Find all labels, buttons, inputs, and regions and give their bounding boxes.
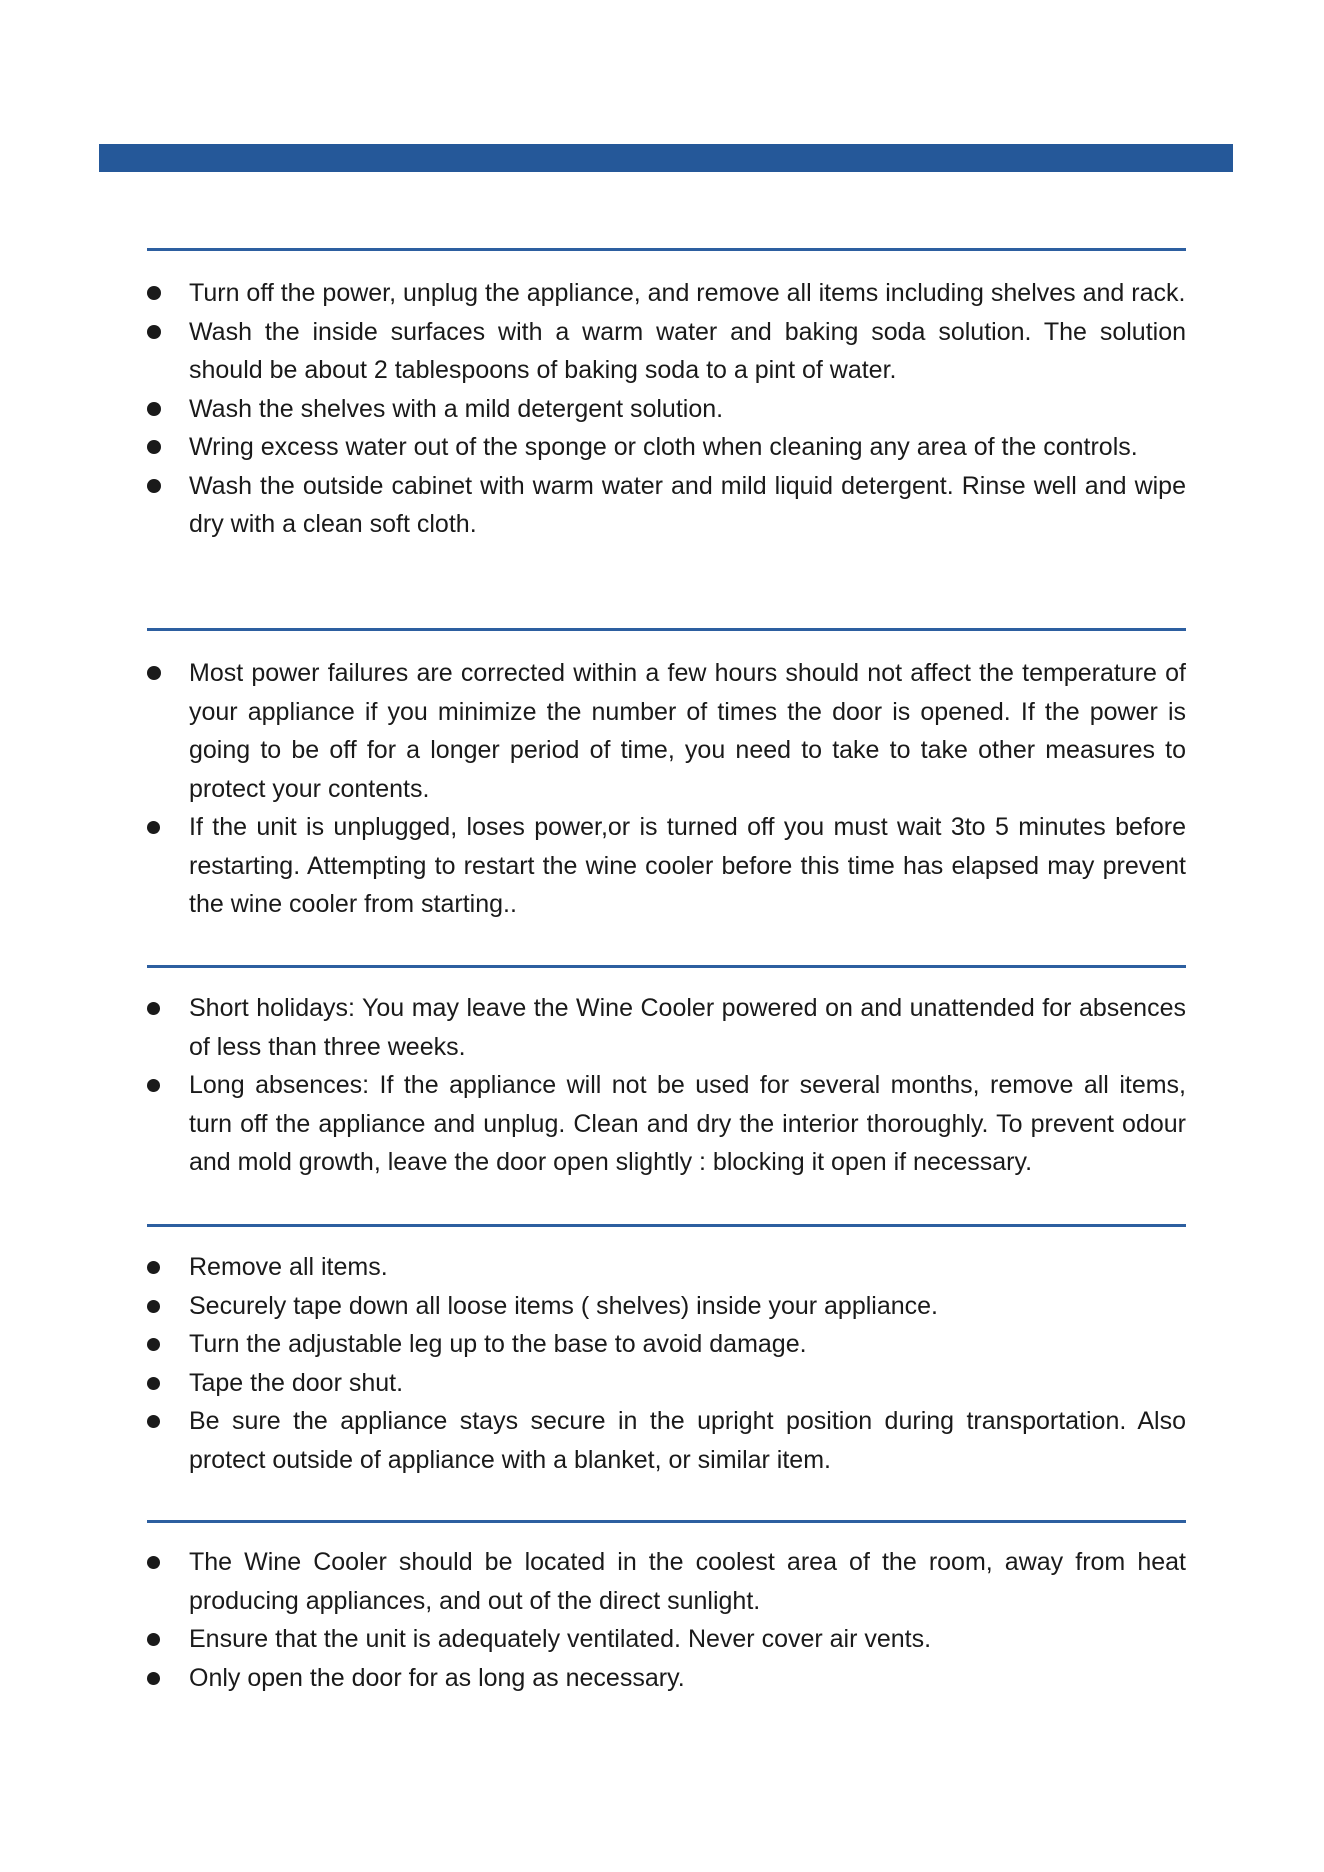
- bullet-icon: [147, 1633, 160, 1646]
- list-item-text: Turn the adjustable leg up to the base to avoid damage.: [189, 1330, 807, 1358]
- list-item: [147, 274, 1186, 313]
- list-item: [147, 428, 1186, 467]
- bullet-list: [147, 274, 1186, 544]
- bullet-icon: [147, 1261, 160, 1274]
- section-rule: [147, 1520, 1186, 1523]
- list-item-text: Be sure the appliance stays secure in the upright position during transportation. Also protect outside of appliance with a blanket, or similar item.: [189, 1407, 1186, 1474]
- list-item: [147, 313, 1186, 390]
- bullet-list: [147, 1543, 1186, 1697]
- bullet-icon: [147, 1300, 160, 1313]
- bullet-icon: [147, 1415, 160, 1428]
- section-cleaning: [147, 248, 1186, 544]
- list-item-text: Long absences: If the appliance will not be used for several months, remove all items, turn off the appliance and unplug. Clean and dry the interior thoroughly. To prevent odour and mold growth, leave the door open slightly : blocking it open if necessary.: [189, 1071, 1186, 1176]
- list-item-text: Wash the inside surfaces with a warm water and baking soda solution. The solution should be about 2 tablespoons of baking soda to a pint of water.: [189, 317, 1186, 384]
- list-item-text: Wring excess water out of the sponge or cloth when cleaning any area of the controls.: [189, 433, 1138, 461]
- list-item-text: Short holidays: You may leave the Wine Cooler powered on and unattended for absences of less than three weeks.: [189, 994, 1186, 1061]
- list-item-text: If the unit is unplugged, loses power,or is turned off you must wait 3to 5 minutes before restarting. Attempting to restart the wine cooler before this time has elapsed may prevent the wine cooler from starting..: [189, 813, 1186, 918]
- list-item: [147, 1620, 1186, 1659]
- list-item-text: Wash the outside cabinet with warm water and mild liquid detergent. Rinse well and wipe dry with a clean soft cloth.: [189, 471, 1186, 538]
- list-item: [147, 654, 1186, 808]
- bullet-icon: [147, 821, 160, 834]
- bullet-icon: [147, 325, 161, 339]
- bullet-icon: [147, 666, 161, 680]
- bullet-icon: [147, 402, 161, 416]
- section-rule: [147, 1224, 1186, 1227]
- list-item-text: Wash the shelves with a mild detergent solution.: [189, 394, 724, 423]
- list-item: [147, 1543, 1186, 1620]
- bullet-icon: [147, 1338, 160, 1351]
- section-power-failure: [147, 628, 1186, 924]
- list-item-text: Securely tape down all loose items ( shelves) inside your appliance.: [189, 1291, 938, 1320]
- section-rule: [147, 628, 1186, 631]
- header-bar: [99, 144, 1233, 172]
- list-item-text: Ensure that the unit is adequately ventilated. Never cover air vents.: [189, 1625, 932, 1653]
- section-energy-saving: [147, 1520, 1186, 1697]
- list-item: [147, 989, 1186, 1066]
- bullet-list: [147, 989, 1186, 1182]
- section-moving: [147, 1224, 1186, 1479]
- list-item-text: Only open the door for as long as necessary.: [189, 1663, 685, 1692]
- list-item: [147, 1364, 1186, 1403]
- list-item: [147, 1325, 1186, 1364]
- section-vacation: [147, 965, 1186, 1182]
- bullet-icon: [147, 440, 161, 454]
- bullet-icon: [147, 479, 161, 493]
- list-item: [147, 1402, 1186, 1479]
- list-item: [147, 1659, 1186, 1698]
- bullet-icon: [147, 1079, 160, 1092]
- list-item-text: Tape the door shut.: [189, 1368, 404, 1397]
- section-rule: [147, 965, 1186, 968]
- list-item-text: Turn off the power, unplug the appliance, and remove all items including shelves and rack.: [189, 279, 1186, 307]
- bullet-list: [147, 1248, 1186, 1479]
- list-item: [147, 1287, 1186, 1326]
- section-rule: [147, 248, 1186, 251]
- bullet-icon: [147, 1672, 160, 1685]
- list-item: [147, 808, 1186, 924]
- list-item-text: The Wine Cooler should be located in the coolest area of the room, away from heat producing appliances, and out of the direct sunlight.: [189, 1548, 1186, 1615]
- list-item-text: Most power failures are corrected within a few hours should not affect the temperature of your appliance if you minimize the number of times the door is opened. If the power is going to be off for a longer period of time, you need to take to take other measures to protect your contents.: [189, 659, 1186, 803]
- list-item: [147, 390, 1186, 429]
- list-item: [147, 1066, 1186, 1182]
- list-item: [147, 1248, 1186, 1287]
- list-item: [147, 467, 1186, 544]
- bullet-list: [147, 654, 1186, 924]
- bullet-icon: [147, 1556, 160, 1569]
- bullet-icon: [147, 286, 161, 300]
- list-item-text: Remove all items.: [189, 1253, 388, 1281]
- bullet-icon: [147, 1377, 160, 1390]
- bullet-icon: [147, 1002, 160, 1015]
